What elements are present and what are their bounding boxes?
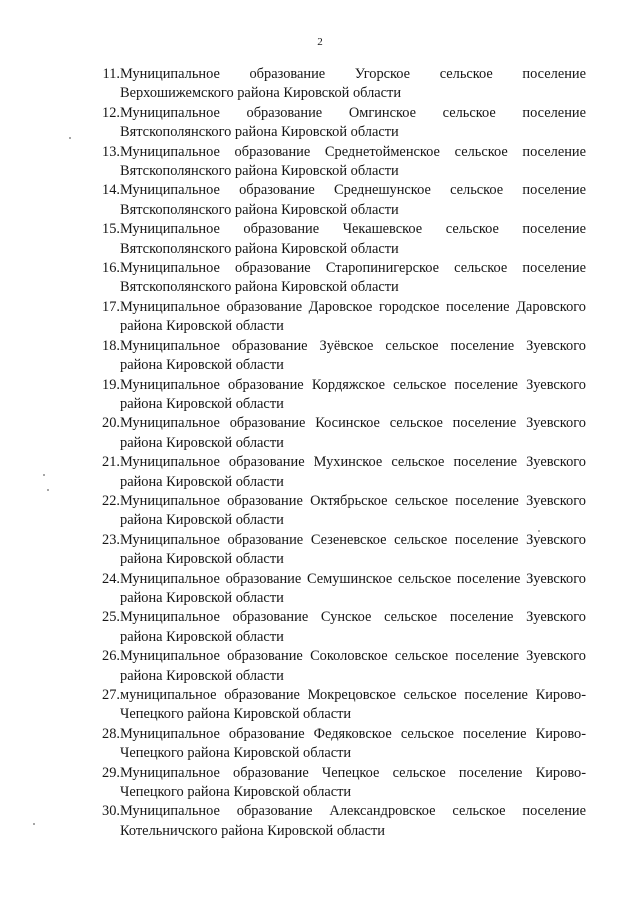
item-text: Муниципальное образование Сезеневское сельское поселение Зуевского района Кировской области [120,531,586,568]
municipality-list [92,65,586,841]
list-item [92,802,586,841]
item-text: Муниципальное образование Соколовское сельское поселение Зуевского района Кировской области [120,648,586,684]
list-item [92,181,586,220]
item-number: 17. [102,298,120,315]
list-item [92,220,586,259]
scan-speck [538,530,540,532]
scan-speck [33,823,35,825]
list-item [92,414,586,453]
item-text: Муниципальное образование Зуёвское сельское поселение Зуевского района Кировской области [120,337,586,374]
list-item [92,686,586,725]
list-item [92,608,586,647]
item-text: Муниципальное образование Александровское сельское поселение Котельничского района Кировской области [120,803,586,839]
item-number: 15. [102,221,120,238]
list-item [92,764,586,803]
list-item [92,453,586,492]
item-number: 16. [102,260,120,277]
item-number: 20. [102,415,120,432]
scan-speck [47,489,49,491]
list-item [92,65,586,104]
list-item [92,376,586,415]
item-text: Муниципальное образование Старопинигерское сельское поселение Вятскополянского района Кировской области [120,260,586,296]
list-item [92,647,586,686]
item-number: 22. [102,492,120,509]
item-number: 25. [102,609,120,626]
item-number: 12. [102,104,120,121]
item-number: 30. [102,803,120,820]
item-number: 19. [102,376,120,393]
item-text: Муниципальное образование Сунское сельское поселение Зуевского района Кировской области [120,609,586,645]
item-text: муниципальное образование Мокрецовское сельское поселение Кирово-Чепецкого района Кировской области [120,687,586,723]
list-item [92,570,586,609]
item-text: Муниципальное образование Омгинское сельское поселение Вятскополянского района Кировской области [120,104,586,141]
list-item [92,337,586,376]
scan-speck [43,474,45,476]
list-item [92,492,586,531]
item-text: Муниципальное образование Среднешунское сельское поселение Вятскополянского района Кировской области [120,182,586,218]
item-text: Муниципальное образование Кордяжское сельское поселение Зуевского района Кировской области [120,376,586,412]
list-item [92,259,586,298]
item-text: Муниципальное образование Даровское городское поселение Даровского района Кировской области [120,298,586,335]
list-item [92,298,586,337]
item-text: Муниципальное образование Среднетойменское сельское поселение Вятскополянского района Кировской области [120,143,586,180]
item-number: 29. [102,764,120,781]
item-text: Муниципальное образование Мухинское сельское поселение Зуевского района Кировской области [120,454,586,490]
item-text: Муниципальное образование Семушинское сельское поселение Зуевского района Кировской области [120,570,586,606]
item-number: 13. [102,143,120,160]
item-number: 14. [102,182,120,199]
item-number: 26. [102,648,120,665]
item-text: Муниципальное образование Федяковское сельское поселение Кирово-Чепецкого района Кировской области [120,725,586,762]
item-text: Муниципальное образование Косинское сельское поселение Зуевского района Кировской области [120,415,586,451]
item-number: 24. [102,570,120,587]
list-item [92,143,586,182]
list-item [92,531,586,570]
item-number: 11. [102,66,120,82]
item-number: 23. [102,531,120,548]
item-number: 27. [102,687,120,703]
item-text: Муниципальное образование Чепецкое сельское поселение Кирово-Чепецкого района Кировской области [120,764,586,801]
page-number: 2 [317,36,323,48]
item-text: Муниципальное образование Чекашевское сельское поселение Вятскополянского района Кировской области [120,221,586,257]
scan-speck [69,137,71,139]
item-number: 18. [102,337,120,354]
item-text: Муниципальное образование Угорское сельское поселение Верхошижемского района Кировской области [120,66,586,102]
item-number: 28. [102,725,120,742]
item-text: Муниципальное образование Октябрьское сельское поселение Зуевского района Кировской области [120,492,586,529]
item-number: 21. [102,454,120,471]
list-item [92,725,586,764]
list-item [92,104,586,143]
